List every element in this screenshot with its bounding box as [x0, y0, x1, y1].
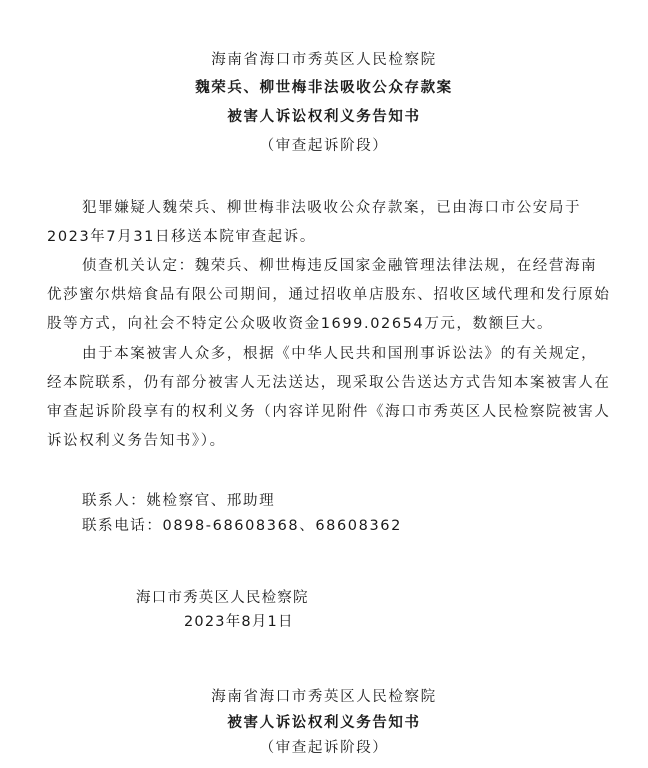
stage-label: （审查起诉阶段）	[259, 138, 389, 154]
attachment-org: 海南省海口市秀英区人民检察院	[211, 689, 437, 705]
attachment-notice-title: 被害人诉讼权利义务告知书	[227, 715, 421, 731]
paragraph-3-line-4: 诉讼权利义务告知书》）。	[47, 433, 226, 449]
paragraph-2-line-3: 股等方式，向社会不特定公众吸收资金1699.02654万元，数额巨大。	[47, 316, 554, 332]
notice-title: 被害人诉讼权利义务告知书	[227, 109, 421, 125]
contact-person: 联系人：姚检察官、邢助理	[82, 493, 276, 509]
signature-org: 海口市秀英区人民检察院	[136, 590, 309, 606]
paragraph-2-line-1: 侦查机关认定：魏荣兵、柳世梅违反国家金融管理法律法规，在经营海南	[82, 258, 598, 274]
paragraph-3-line-3: 审查起诉阶段享有的权利义务（内容详见附件《海口市秀英区人民检察院被害人	[47, 404, 611, 420]
contact-phone: 联系电话：0898-68608368、68608362	[82, 518, 402, 534]
paragraph-2-line-2: 优莎蜜尔烘焙食品有限公司期间，通过招收单店股东、招收区域代理和发行原始	[47, 287, 611, 303]
attachment-stage-label: （审查起诉阶段）	[259, 740, 389, 756]
signature-date: 2023年8月1日	[184, 614, 294, 630]
case-title: 魏荣兵、柳世梅非法吸收公众存款案	[195, 80, 453, 96]
paragraph-1-line-2: 2023年7月31日移送本院审查起诉。	[47, 229, 316, 245]
header-org: 海南省海口市秀英区人民检察院	[211, 52, 437, 68]
paragraph-1-line-1: 犯罪嫌疑人魏荣兵、柳世梅非法吸收公众存款案，已由海口市公安局于	[82, 200, 582, 216]
paragraph-3-line-2: 经本院联系，仍有部分被害人无法送达，现采取公告送达方式告知本案被害人在	[47, 375, 611, 391]
paragraph-3-line-1: 由于本案被害人众多，根据《中华人民共和国刑事诉讼法》的有关规定，	[82, 346, 598, 362]
